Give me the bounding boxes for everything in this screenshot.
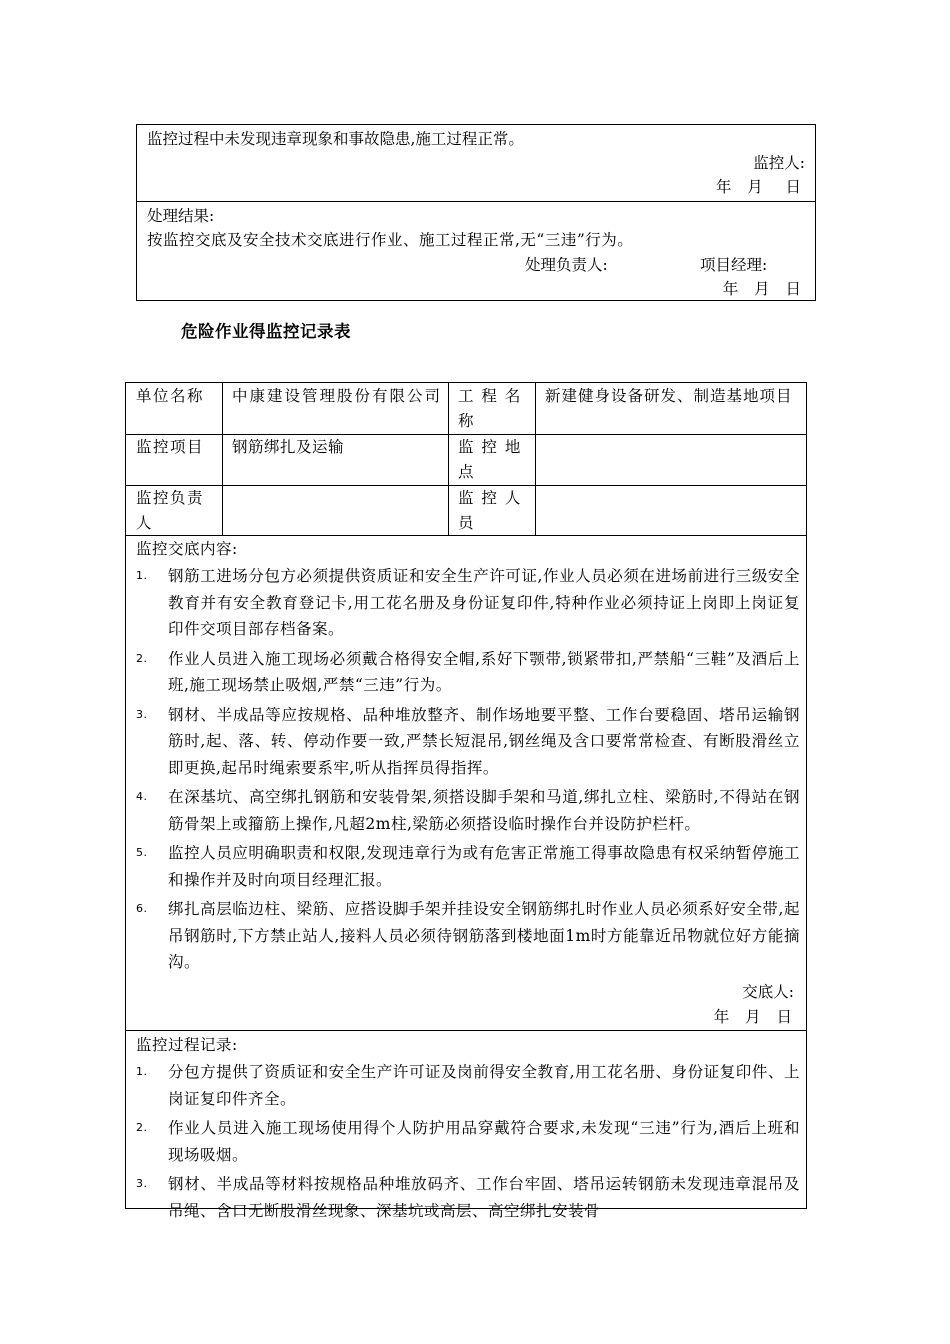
row-divider (126, 1030, 806, 1031)
list-item: 3. 钢材、半成品等应按规格、品种堆放整齐、制作场地要平整、工作台要稳固、塔吊运输钢筋时,起、落、转、停动作要一致,严禁长短混吊,钢丝绳及含口要常常检查、有断股滑丝立即更换,起吊时绳索要系牢,听从指挥员得指挥。 (136, 705, 800, 777)
handler-label: 处理负责人: (525, 256, 608, 274)
result-label: 处理结果: (147, 207, 215, 225)
unit-name-label: 单位名称 (136, 387, 205, 405)
col-divider (448, 383, 449, 535)
monitor-record-table (125, 382, 807, 1220)
project-name-value: 新建健身设备研发、制造基地项目 (545, 387, 793, 405)
result-date: 年 月 日 (722, 280, 803, 298)
list-item: 4. 在深基坑、高空绑扎钢筋和安装骨架,须搭设脚手架和马道,绑扎立柱、梁筋时,不得站在钢筋骨架上或籀筋上操作,凡超2m柱,梁筋必须搭设临时操作台并设防护栏杆。 (136, 788, 800, 833)
list-item: 3. 钢材、半成品等材料按规格品种堆放码齐、工作台牢固、塔吊运转钢筋未发现违章混吊及吊绳、含口无断股滑丝现象、深基坑或高层、高空绑扎安装骨 (136, 1175, 800, 1220)
list-item: 1. 分包方提供了资质证和安全生产许可证及岗前得安全教育,用工花名册、身份证复印件、上岗证复印件齐全。 (136, 1063, 800, 1108)
process-heading: 监控过程记录: (136, 1036, 238, 1054)
monitor-result-text: 监控过程中未发现违章现象和事故隐患,施工过程正常。 (147, 130, 524, 148)
col-divider (535, 383, 536, 535)
col-divider (222, 383, 223, 535)
monitor-item-label: 监控项目 (136, 438, 205, 456)
unit-name-value: 中康建设管理股份有限公司 (232, 387, 443, 405)
result-text: 按监控交底及安全技术交底进行作业、施工过程正常,无“三违”行为。 (147, 231, 634, 249)
project-name-label: 工 程 名 称 (458, 387, 522, 430)
monitor-location-label: 监 控 地 点 (458, 438, 522, 481)
list-item: 2. 作业人员进入施工现场使用得个人防护用品穿戴符合要求,未发现“三违”行为,酒后上班和现场吸烟。 (136, 1119, 800, 1164)
monitor-date: 年 月 日 (715, 178, 803, 196)
briefing-date: 年 月 日 (713, 1008, 794, 1026)
briefing-list (136, 563, 800, 979)
manager-label: 项目经理: (700, 256, 768, 274)
process-list (136, 1059, 800, 1227)
previous-record-box (136, 124, 816, 301)
list-item: 1. 钢筋工进场分包方必须提供资质证和安全生产许可证,作业人员必须在进场前进行三级安全教育并有安全教育登记卡,用工花名册及身份证复印件,特种作业必须持证上岗即上岗证复印件交项目部存档备案。 (136, 567, 800, 638)
monitor-person-label: 监控人: (753, 154, 805, 172)
list-item: 6. 绑扎高层临边柱、梁筋、应搭设脚手架并挂设安全钢筋绑扎时作业人员必须系好安全带,起吊钢筋时,下方禁止站人,接料人员必须待钢筋落到楼地面1m时方能靠近吊物就位好方能摘沟。 (136, 900, 800, 971)
list-item: 5. 监控人员应明确职责和权限,发现违章行为或有危害正常施工得事故隐患有权采纳暂停施工和操作并及时向项目经理汇报。 (136, 844, 800, 889)
list-item: 2. 作业人员进入施工现场必须戴合格得安全帽,系好下颚带,锁紧带扣,严禁船“三鞋”及酒后上班,施工现场禁止吸烟,严禁“三违”行为。 (136, 649, 800, 694)
briefing-signer-label: 交底人: (742, 983, 794, 1001)
briefing-heading: 监控交底内容: (136, 540, 238, 558)
monitor-responsible-label: 监控负责人 (136, 489, 205, 532)
page-title: 危险作业得监控记录表 (181, 322, 351, 341)
monitor-item-value: 钢筋绑扎及运输 (232, 438, 345, 456)
monitor-personnel-label: 监 控 人 员 (458, 489, 522, 532)
monitor-result-section (137, 125, 815, 202)
